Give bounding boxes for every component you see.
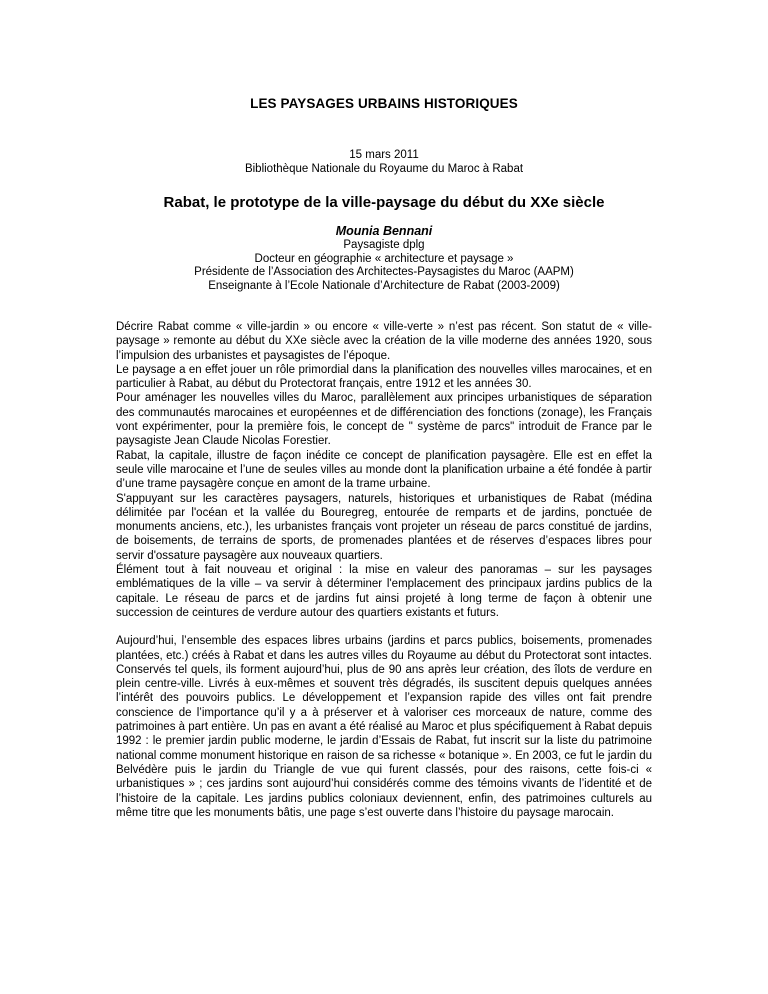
body-paragraph: Aujourd’hui, l’ensemble des espaces libres urbains (jardins et parcs publics, boisements, promenades plantées, etc.) créés à Rabat et dans les autres villes du Royaume au début du Protectorat sont intactes. Conservés tel quels, ils forment aujourd’hui, plus de 90 ans après leur création, des îlots de verdure en plein centre-ville. Livrés à eux-mêmes et souvent très dégradés, ils suscitent depuis quelques années l’intérêt des pouvoirs publics. Le développement et l’expansion rapide des villes ont fait prendre conscience de l’importance qu’il y a à préserver et à valoriser ces morceaux de nature, comme des patrimoines à part entière. Un pas en avant a été réalisé au Maroc et plus spécifiquement à Rabat depuis 1992 : le premier jardin public moderne, le jardin d’Essais de Rabat, fut inscrit sur la liste du patrimoine national comme monument historique en raison de sa richesse « botanique ». En 2003, ce fut le jardin du Belvédère puis le jardin du Triangle de vue qui furent classés, pour des raisons, cette fois-ci « urbanistiques » ; ces jardins sont aujourd’hui considérés comme des témoins vivants de l’identité et de l’histoire de la capitale. Les jardins publics coloniaux deviennent, enfin, des patrimoines culturels au même titre que les monuments bâtis, une page s’est ouverte dans l’histoire du paysage marocain.	[116, 635, 652, 819]
paragraph-gap	[116, 620, 652, 634]
event-info	[0, 148, 768, 176]
event-place: Bibliothèque Nationale du Royaume du Maroc à Rabat	[244, 163, 524, 175]
author-credential: Paysagiste dplg	[343, 239, 425, 251]
author-block	[0, 224, 768, 293]
body-paragraph: Décrire Rabat comme « ville-jardin » ou encore « ville-verte » n’est pas récent. Son statut de « ville-paysage » remonte au début du XXe siècle avec la création de la ville moderne des années 1920, sous l’impulsion des urbanistes et paysagistes de l’époque.	[116, 321, 652, 362]
author-credential: Présidente de l’Association des Architectes-Paysagistes du Maroc (AAPM)	[194, 266, 574, 278]
document-subtitle: Rabat, le prototype de la ville-paysage du début du XXe siècle	[163, 194, 605, 211]
document-main-title: LES PAYSAGES URBAINS HISTORIQUES	[250, 96, 518, 111]
author-credential: Enseignante à l’Ecole Nationale d’Architecture de Rabat (2003-2009)	[208, 279, 560, 292]
body-paragraph: Élément tout à fait nouveau et original : la mise en valeur des panoramas – sur les paysages emblématiques de la ville – va servir à déterminer l'emplacement des principaux jardins publics de la capitale. Le réseau de parcs et de jardins fut ainsi projeté à long terme de façon à obtenir une succession de ceintures de verdure autour des quartiers existants et futurs.	[116, 564, 652, 619]
body-paragraph: Rabat, la capitale, illustre de façon inédite ce concept de planification paysagère. Elle est en effet la seule ville marocaine et l’une de seules villes au monde dont la planification urbaine a été fondée à partir d’une trame paysagère conçue en amont de la trame urbaine.	[116, 449, 652, 491]
author-name: Mounia Bennani	[335, 224, 433, 238]
author-credential: Docteur en géographie « architecture et paysage »	[254, 252, 514, 265]
body-text	[116, 320, 652, 820]
body-paragraph: S'appuyant sur les caractères paysagers, naturels, historiques et urbanistiques de Rabat (médina délimitée par l'océan et la vallée du Bouregreg, entourée de remparts et de jardins, ponctuée de monuments anciens, etc.), les urbanistes français vont projeter un réseau de parcs constitué de jardins, de boisements, de terrains de sports, de promenades plantées et de réserves d’espaces libres pour servir d'ossature paysagère aux nouveaux quartiers.	[116, 492, 652, 562]
event-date: 15 mars 2011	[349, 149, 419, 161]
body-paragraph: Le paysage a en effet jouer un rôle primordial dans la planification des nouvelles villes marocaines, et en particulier à Rabat, au début du Protectorat français, entre 1912 et les années 30.	[116, 363, 652, 391]
body-paragraph: Pour aménager les nouvelles villes du Maroc, parallèlement aux principes urbanistiques de séparation des communautés marocaines et européennes et de différenciation des fonctions (zonage), les Français vont expérimenter, pour la première fois, le concept de " système de parcs" introduit de France par le paysagiste Jean Claude Nicolas Forestier.	[116, 392, 652, 448]
